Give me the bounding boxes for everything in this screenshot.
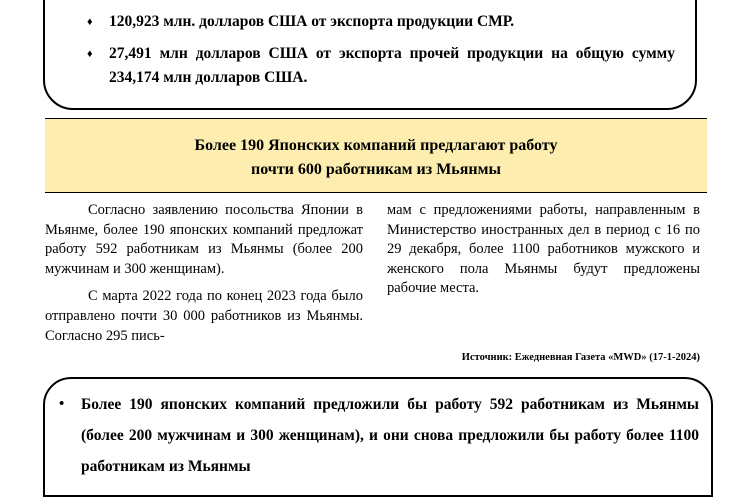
bottom-summary-text: Более 190 японских компаний предложили бы работу 592 работникам из Мьянмы (более 200 мужчинам и 300 женщинам), и они снова предложили бы работу более 1100 работникам из Мьянмы <box>81 396 699 475</box>
summary-item-text: 120,923 млн. долларов США от экспорта продукции СМР. <box>109 13 515 30</box>
summary-box-top <box>43 0 697 110</box>
article-headline <box>45 118 707 193</box>
summary-item <box>85 10 675 34</box>
article-paragraph: С марта 2022 года по конец 2023 года было отправлено почти 30 000 работников из Мьянмы. Согласно 295 пись- <box>45 288 363 344</box>
summary-item-text: 27,491 млн долларов США от экспорта прочей продукции на общую сумму 234,174 млн долларов США. <box>109 45 675 86</box>
diamond-bullet-icon: ♦ <box>87 16 93 28</box>
diamond-bullet-icon: ♦ <box>87 48 93 60</box>
round-bullet-icon: • <box>59 396 65 412</box>
article-paragraph: Согласно заявлению посольства Японии в Мьянме, более 190 японских компаний предложат работу 592 работникам из Мьянмы (более 200 мужчинам и 300 женщинам). <box>45 202 363 277</box>
summary-list <box>85 10 675 98</box>
summary-item <box>85 42 675 90</box>
summary-box-bottom <box>43 377 713 497</box>
article-paragraph: мам с предложениями работы, направленным в Министерство иностранных дел в период с 16 по 29 декабря, более 1100 работников мужского и женского пола Мьянмы будут предложены рабочие места. <box>387 202 700 297</box>
article-source: Источник: Ежедневная Газета «MWD» (17-1-2024) <box>461 352 700 363</box>
bottom-summary-item <box>59 389 699 482</box>
article-column-right <box>387 201 700 307</box>
bottom-summary-list <box>59 389 699 482</box>
headline-line-1: Более 190 Японских компаний предлагают работу <box>194 137 558 154</box>
headline-line-2: почти 600 работникам из Мьянмы <box>250 161 502 178</box>
article-column-left <box>45 201 363 354</box>
